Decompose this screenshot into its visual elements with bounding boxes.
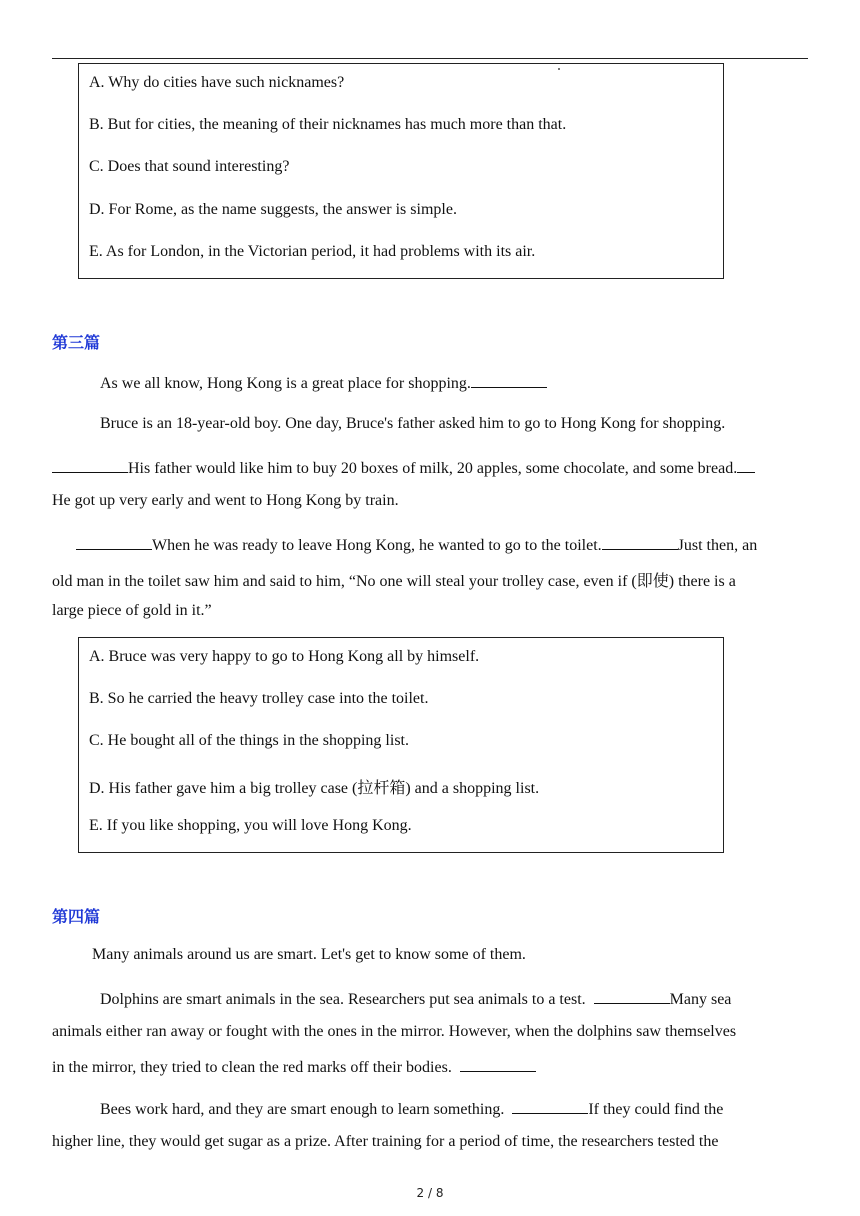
option-b: B. So he carried the heavy trolley case into the toilet. bbox=[89, 690, 429, 707]
options-box-1 bbox=[78, 63, 724, 279]
paragraph-text: If they could find the bbox=[588, 1101, 724, 1118]
option-d: D. His father gave him a big trolley case (拉杆箱) and a shopping list. bbox=[89, 780, 540, 797]
answer-blank[interactable] bbox=[460, 1057, 536, 1072]
paragraph-line: animals either ran away or fought with the ones in the mirror. However, when the dolphins saw themselves bbox=[52, 1023, 737, 1040]
answer-blank[interactable] bbox=[602, 535, 678, 550]
paragraph-line bbox=[100, 1099, 723, 1119]
option-e: E. If you like shopping, you will love Hong Kong. bbox=[89, 817, 412, 834]
paragraph-line: Many animals around us are smart. Let's get to know some of them. bbox=[92, 946, 526, 963]
option-d: D. For Rome, as the name suggests, the answer is simple. bbox=[89, 201, 457, 218]
paragraph-line bbox=[76, 535, 757, 555]
answer-blank[interactable] bbox=[512, 1099, 588, 1114]
paragraph-line: Bruce is an 18-year-old boy. One day, Bruce's father asked him to go to Hong Kong for shopping. bbox=[100, 415, 726, 432]
paragraph-line bbox=[100, 989, 731, 1009]
paragraph-text: His father would like him to buy 20 boxes of milk, 20 apples, some chocolate, and some bread. bbox=[128, 460, 738, 477]
paragraph-line: He got up very early and went to Hong Kong by train. bbox=[52, 492, 399, 509]
paragraph-line: higher line, they would get sugar as a prize. After training for a period of time, the researchers tested the bbox=[52, 1133, 719, 1150]
option-a: A. Bruce was very happy to go to Hong Kong all by himself. bbox=[89, 648, 480, 665]
paragraph-line: old man in the toilet saw him and said to him, “No one will steal your trolley case, even if (即使) there is a bbox=[52, 573, 736, 590]
option-e: E. As for London, in the Victorian period, it had problems with its air. bbox=[89, 243, 536, 260]
paragraph-line: large piece of gold in it.” bbox=[52, 602, 212, 619]
answer-blank[interactable] bbox=[594, 989, 670, 1004]
paragraph-text: in the mirror, they tried to clean the red marks off their bodies. bbox=[52, 1059, 452, 1076]
paragraph-text: As we all know, Hong Kong is a great place for shopping. bbox=[100, 375, 471, 392]
option-c: C. He bought all of the things in the shopping list. bbox=[89, 732, 409, 749]
option-b: B. But for cities, the meaning of their nicknames has much more than that. bbox=[89, 116, 567, 133]
paragraph-text: Dolphins are smart animals in the sea. Researchers put sea animals to a test. bbox=[100, 991, 586, 1008]
answer-blank[interactable] bbox=[52, 458, 128, 473]
section-heading-3: 第三篇 bbox=[52, 333, 101, 352]
paragraph-text: Bees work hard, and they are smart enough to learn something. bbox=[100, 1101, 505, 1118]
header-rule bbox=[52, 58, 808, 59]
paragraph-text: Many sea bbox=[669, 991, 732, 1008]
answer-blank[interactable] bbox=[471, 373, 547, 388]
option-c: C. Does that sound interesting? bbox=[89, 158, 290, 175]
section-heading-4: 第四篇 bbox=[52, 907, 101, 926]
stray-dot bbox=[558, 68, 560, 70]
paragraph-line bbox=[100, 373, 547, 393]
page-number: 2 / 8 bbox=[416, 1186, 444, 1200]
option-a: A. Why do cities have such nicknames? bbox=[89, 74, 345, 91]
answer-blank[interactable] bbox=[737, 458, 755, 473]
options-box-2 bbox=[78, 637, 724, 853]
paragraph-line bbox=[52, 1057, 536, 1077]
paragraph-text: Just then, an bbox=[677, 537, 758, 554]
answer-blank[interactable] bbox=[76, 535, 152, 550]
paragraph-line bbox=[52, 458, 755, 478]
paragraph-text: When he was ready to leave Hong Kong, he wanted to go to the toilet. bbox=[152, 537, 602, 554]
